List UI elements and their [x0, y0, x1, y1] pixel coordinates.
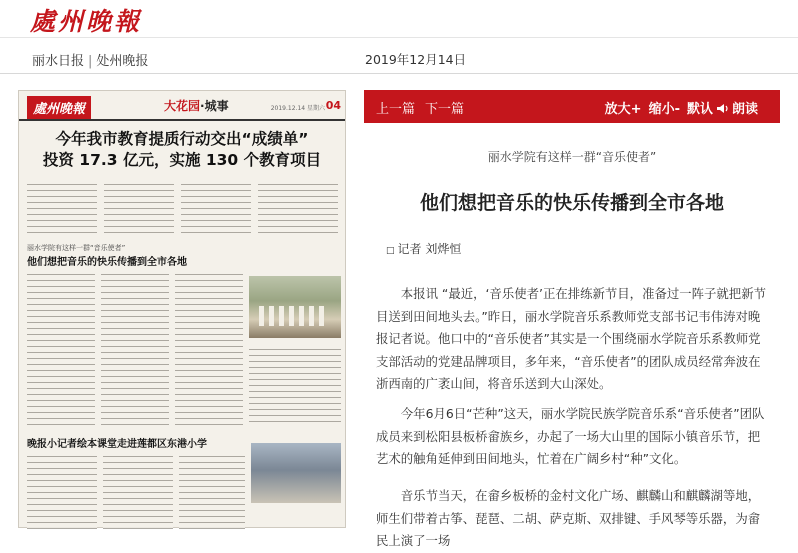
article-byline: [386, 240, 461, 257]
section-a: 大花园: [164, 99, 201, 113]
article-kicker: 丽水学院有这样一群“音乐使者”: [487, 150, 657, 164]
text-column: [103, 453, 173, 529]
site-logo[interactable]: 處州晚報: [30, 7, 143, 36]
publication-links: [32, 50, 148, 69]
paper-page-number: 04: [325, 99, 341, 112]
publication-nav: [0, 44, 798, 74]
newspaper-page-image[interactable]: [18, 90, 346, 528]
article-paragraph: 本报讯 “最近，‘音乐使者’正在排练新节目，准备过一阵子就把新节目送到田间地头去。”昨日，丽水学院音乐系教师党支部书记韦伟涛对晚报记者说。他口中的“音乐使者”其实是一个围绕丽水学院音乐系教师党支部活动的党建品牌项目，多年来，“音乐使者”的团队成员经常奔波在浙西南的广袤山间，将音乐送到大山深处。: [376, 286, 766, 391]
article-panel: [364, 90, 780, 548]
publication-date: 2019年12月14日: [365, 52, 467, 67]
text-column: [27, 453, 97, 529]
site-header: [0, 0, 798, 38]
text-column: [258, 181, 338, 236]
prev-article-button[interactable]: 上一篇: [376, 102, 416, 117]
nav-separator: |: [88, 54, 93, 69]
paper-story-title[interactable]: 他们想把音乐的快乐传播到全市各地: [27, 257, 187, 268]
text-column: [27, 271, 95, 426]
paper-photo: [249, 276, 341, 338]
paper-meta: 2019.12.14 星期六: [270, 105, 325, 112]
next-article-button[interactable]: 下一篇: [425, 102, 465, 117]
paper-headline-line2: 投资 17.3 亿元，实施 130 个教育项目: [42, 151, 322, 169]
article-title: 他们想把音乐的快乐传播到全市各地: [419, 192, 724, 214]
text-column: [179, 453, 245, 529]
section-b: ·城事: [200, 99, 229, 113]
byline-text: 记者 刘烨恒: [397, 242, 462, 256]
default-size-button[interactable]: 默认: [686, 102, 713, 117]
text-column: [27, 181, 97, 236]
paper-subtag: 丽水学院有这样一群“音乐使者”: [27, 244, 126, 252]
text-column: [181, 181, 251, 236]
paper-headline[interactable]: [19, 129, 345, 171]
paper-story-title[interactable]: 晚报小记者绘本课堂走进莲都区东港小学: [27, 439, 207, 450]
zoom-out-button[interactable]: 缩小-: [648, 102, 680, 117]
link-lishui-daily[interactable]: 丽水日报: [32, 54, 85, 69]
paper-photo: [251, 443, 341, 503]
zoom-in-button[interactable]: 放大+: [604, 102, 642, 117]
paper-masthead: [19, 91, 345, 121]
text-column: [101, 271, 169, 426]
text-column: [104, 181, 174, 236]
byline-marker: □: [386, 246, 395, 256]
article-toolbar: [364, 90, 780, 123]
text-column: [249, 346, 341, 426]
paper-logo: 處州晚報: [27, 96, 91, 119]
article-paragraph: 今年6月6日“芒种”这天，丽水学院民族学院音乐系“音乐使者”团队成员来到松阳县板桥畲族乡，办起了一场大山里的国际小镇音乐节，把艺术的触角延伸到田间地头，忙着在广阔乡村“种”文化。: [376, 406, 765, 466]
paper-headline-line1: 今年我市教育提质行动交出“成绩单”: [55, 130, 309, 148]
article-paragraph: 音乐节当天，在畲乡板桥的金村文化广场、麒麟山和麒麟湖等地，师生们带着古筝、琵琶、二胡、萨克斯、双排键、手风琴等乐器，为畲民上演了一场: [376, 488, 761, 548]
read-aloud-button[interactable]: 朗读: [731, 102, 758, 117]
speaker-icon[interactable]: [717, 103, 729, 114]
text-column: [175, 271, 243, 426]
paper-section: [164, 97, 229, 114]
link-chuzhou-evening[interactable]: 处州晚报: [96, 54, 149, 69]
